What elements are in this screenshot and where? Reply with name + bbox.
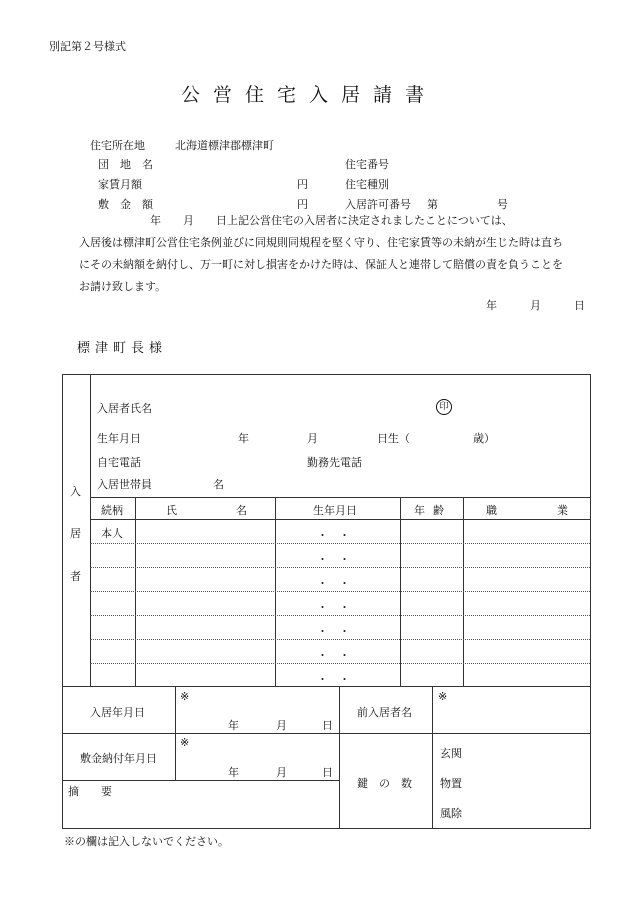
- rent-label: 家賃月額: [98, 178, 142, 191]
- footnote: ※の欄は記入しないでください。: [64, 835, 229, 848]
- deposit-day: 日: [322, 766, 333, 779]
- move-in-mark: ※: [180, 690, 190, 703]
- addressee: 標津町長様: [77, 341, 168, 356]
- col-job-a: 職: [486, 504, 497, 517]
- col-name-a: 氏: [166, 504, 177, 517]
- permit-label: 入居許可番号: [345, 198, 411, 211]
- deposit-date-label: 敷金納付年月日: [80, 752, 157, 765]
- prev-resident-mark: ※: [438, 690, 448, 703]
- permit-go: 号: [497, 198, 508, 211]
- side-label-3: 者: [70, 570, 81, 583]
- danchi-label: 団 地 名: [98, 158, 153, 171]
- birth-label: 生年月日: [97, 432, 141, 445]
- rent-yen: 円: [297, 178, 308, 191]
- deposit-month: 月: [276, 766, 287, 779]
- deposit-mark: ※: [180, 736, 190, 749]
- body-line-3: にその未納額を納付し、万一町に対し損害をかけた時は、保証人と連帯して賠償の責を負うことを: [79, 258, 563, 271]
- birth-dots: ・ ・: [317, 649, 350, 662]
- body-line-1: 年 月 日上記公営住宅の入居者に決定されましたことについては、: [150, 214, 513, 227]
- form-number: 別記第２号様式: [49, 40, 126, 53]
- prev-resident-label: 前入居者名: [357, 706, 412, 719]
- key-item-windbreak: 風除: [440, 807, 462, 820]
- col-age: 年齢: [414, 504, 452, 517]
- deposit-yen: 円: [297, 198, 308, 211]
- birth-dots: ・ ・: [317, 601, 350, 614]
- birth-dots: ・ ・: [317, 673, 350, 686]
- birth-dots: ・ ・: [317, 625, 350, 638]
- birth-day-born: 日生（: [377, 432, 410, 445]
- permit-dai: 第: [427, 198, 438, 211]
- household-label: 入居世帯員: [97, 478, 152, 491]
- birth-month: 月: [307, 432, 318, 445]
- move-in-date-label: 入居年月日: [90, 706, 145, 719]
- first-row-relation: 本人: [101, 527, 123, 540]
- deposit-year: 年: [228, 766, 239, 779]
- side-label-2: 居: [70, 527, 81, 540]
- home-phone-label: 自宅電話: [97, 456, 141, 469]
- col-name-b: 名: [236, 504, 247, 517]
- move-in-day: 日: [322, 719, 333, 732]
- deposit-label: 敷 金 額: [98, 198, 153, 211]
- location-value: 北海道標津郡標津町: [175, 139, 274, 152]
- household-count: 名: [213, 478, 224, 491]
- birth-year: 年: [238, 432, 249, 445]
- birth-dots: ・ ・: [317, 529, 350, 542]
- move-in-year: 年: [228, 719, 239, 732]
- location-label: 住宅所在地: [90, 139, 145, 152]
- housing-number-label: 住宅番号: [345, 158, 389, 171]
- body-line-2: 入居後は標津町公営住宅条例並びに同規則同規程を堅く守り、住宅家賃等の未納が生じた時は直ち: [79, 236, 563, 249]
- housing-type-label: 住宅種別: [345, 178, 389, 191]
- remarks-label: 摘 要: [68, 785, 112, 798]
- side-label-1: 入: [70, 485, 81, 498]
- col-birth: 生年月日: [313, 504, 357, 517]
- keys-label: 鍵 の 数: [357, 777, 412, 790]
- key-item-entrance: 玄関: [440, 747, 462, 760]
- col-relation: 続柄: [101, 504, 123, 517]
- seal-mark: 印: [436, 399, 452, 415]
- work-phone-label: 勤務先電話: [307, 456, 362, 469]
- birth-dots: ・ ・: [317, 577, 350, 590]
- resident-name-label: 入居者氏名: [97, 402, 152, 415]
- page-title: 公営住宅入居請書: [181, 84, 438, 106]
- move-in-month: 月: [276, 719, 287, 732]
- col-job-b: 業: [557, 504, 568, 517]
- body-line-4: お請け致します。: [79, 280, 167, 293]
- date-line: 年 月 日: [486, 299, 585, 312]
- key-item-storage: 物置: [440, 777, 462, 790]
- birth-dots: ・ ・: [317, 553, 350, 566]
- age-label: 歳）: [473, 432, 495, 445]
